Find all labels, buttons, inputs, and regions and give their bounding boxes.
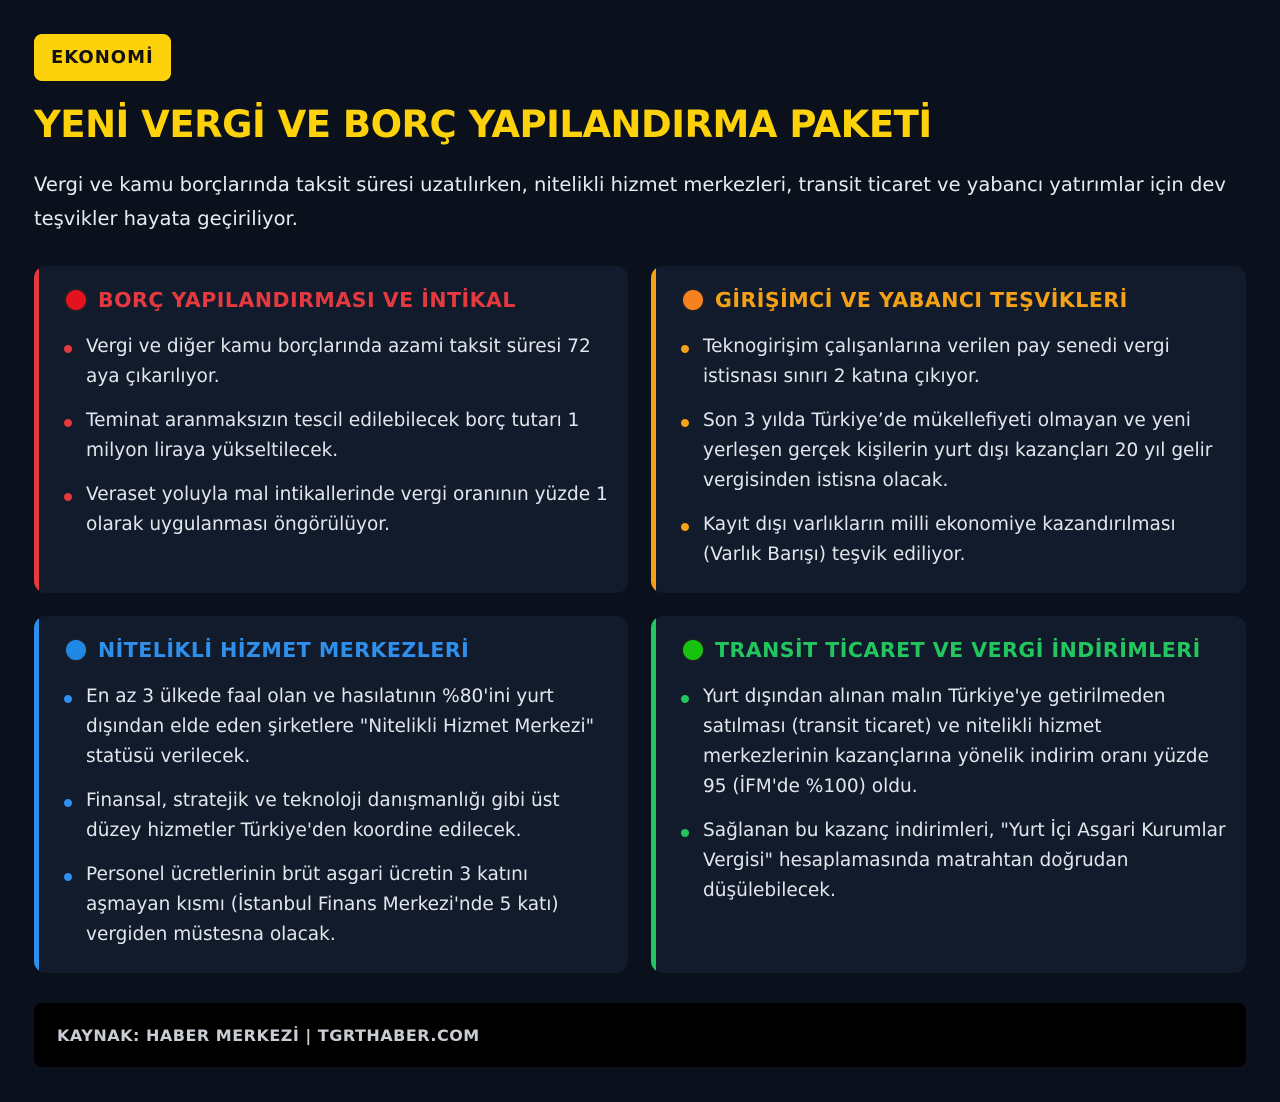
card-header — [64, 638, 469, 662]
card-transit-trade — [651, 616, 1246, 973]
bullet-icon — [64, 419, 72, 427]
category-badge: EKONOMİ — [34, 34, 171, 81]
bullet-icon — [64, 493, 72, 501]
bullet-icon — [64, 695, 72, 703]
bullet-icon — [681, 419, 689, 427]
bullet-icon — [64, 345, 72, 353]
card-list — [681, 682, 1228, 920]
list-item: Teminat aranmaksızın tescil edilebilecek borç tutarı 1 milyon liraya yükseltilecek. — [64, 406, 610, 466]
orange-circle-icon — [681, 288, 705, 312]
card-entrepreneur-incentives — [651, 266, 1246, 593]
list-item: Vergi ve diğer kamu borçlarında azami taksit süresi 72 aya çıkarılıyor. — [64, 332, 610, 392]
card-title: BORÇ YAPILANDIRMASI VE İNTİKAL — [98, 288, 516, 312]
card-title: TRANSİT TİCARET VE VERGİ İNDİRİMLERİ — [715, 638, 1201, 662]
blue-circle-icon — [64, 638, 88, 662]
card-accent-bar — [651, 616, 656, 973]
list-item: Personel ücretlerinin brüt asgari ücretin 3 katını aşmayan kısmı (İstanbul Finans Merkezi'nde 5 katı) vergiden müstesna olacak. — [64, 860, 610, 950]
bullet-icon — [681, 829, 689, 837]
list-item: Sağlanan bu kazanç indirimleri, "Yurt İçi Asgari Kurumlar Vergisi" hesaplamasında matrahtan doğrudan düşülebilecek. — [681, 816, 1228, 906]
list-item: Teknogirişim çalışanlarına verilen pay senedi vergi istisnası sınırı 2 katına çıkıyor. — [681, 332, 1228, 392]
card-qualified-service-centers — [34, 616, 628, 973]
list-item: Finansal, stratejik ve teknoloji danışmanlığı gibi üst düzey hizmetler Türkiye'den koordine edilecek. — [64, 786, 610, 846]
card-debt-restructuring — [34, 266, 628, 593]
card-accent-bar — [34, 266, 39, 593]
page-subtitle: Vergi ve kamu borçlarında taksit süresi uzatılırken, nitelikli hizmet merkezleri, transit ticaret ve yabancı yatırımlar için dev teşvikler hayata geçiriliyor. — [34, 173, 1226, 230]
card-header — [681, 638, 1201, 662]
card-list — [681, 332, 1228, 584]
list-item: En az 3 ülkede faal olan ve hasılatının %80'ini yurt dışından elde eden şirketlere "Nitelikli Hizmet Merkezi" statüsü verilecek. — [64, 682, 610, 772]
card-title: GİRİŞİMCİ VE YABANCI TEŞVİKLERİ — [715, 288, 1128, 312]
card-accent-bar — [651, 266, 656, 593]
list-item: Kayıt dışı varlıkların milli ekonomiye kazandırılması (Varlık Barışı) teşvik ediliyor. — [681, 510, 1228, 570]
page-title: YENİ VERGİ VE BORÇ YAPILANDIRMA PAKETİ — [34, 103, 932, 146]
source-footer: KAYNAK: HABER MERKEZİ | TGRTHABER.COM — [34, 1003, 1246, 1067]
red-circle-icon — [64, 288, 88, 312]
list-item: Yurt dışından alınan malın Türkiye'ye getirilmeden satılması (transit ticaret) ve nitelikli hizmet merkezlerinin kazançlarına yönelik indirim oranı yüzde 95 (İFM'de %100) oldu. — [681, 682, 1228, 802]
green-circle-icon — [681, 638, 705, 662]
card-header — [64, 288, 516, 312]
card-list — [64, 682, 610, 964]
bullet-icon — [681, 523, 689, 531]
card-header — [681, 288, 1128, 312]
list-item: Son 3 yılda Türkiye’de mükellefiyeti olmayan ve yeni yerleşen gerçek kişilerin yurt dışı kazançları 20 yıl gelir vergisinden istisna olacak. — [681, 406, 1228, 496]
list-item: Veraset yoluyla mal intikallerinde vergi oranının yüzde 1 olarak uygulanması öngörülüyor. — [64, 480, 610, 540]
card-accent-bar — [34, 616, 39, 973]
bullet-icon — [64, 873, 72, 881]
card-list — [64, 332, 610, 554]
bullet-icon — [681, 695, 689, 703]
bullet-icon — [681, 345, 689, 353]
card-title: NİTELİKLİ HİZMET MERKEZLERİ — [98, 638, 470, 662]
bullet-icon — [64, 799, 72, 807]
